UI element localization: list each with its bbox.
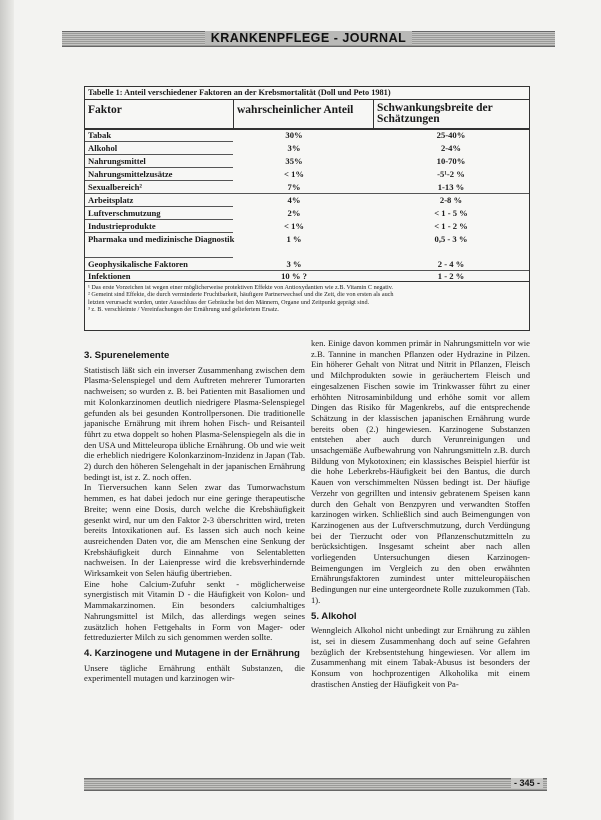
- table-row: Industrieprodukte < 1% < 1 - 2 %: [88, 221, 468, 231]
- left-column: [84, 349, 305, 684]
- factor-table: [84, 86, 530, 331]
- page-number: - 345 -: [511, 778, 543, 788]
- paragraph: Eine hohe Calcium-Zufuhr senkt - möglicherweise synergistisch mit Vitamin D - die Häufigkeit von Kolon- und Mammakarzinomen. Ein besonders calciumhaltiges Nahrungsmittel ist Milch, das allerdings wegen seines zusätzlich hohen Fettgehalts in Form von Mager- oder fettreduzierter Milch zu sich genommen werden sollte.: [84, 578, 305, 643]
- right-column: [311, 338, 530, 690]
- table-row: Sexualbereich² 7% 1-13 %: [88, 182, 465, 192]
- table-row: Luftverschmutzung 2% < 1 - 5 %: [88, 208, 468, 218]
- section-heading: 4. Karzinogene und Mutagene in der Ernährung: [84, 647, 300, 659]
- section-heading: 5. Alkohol: [311, 610, 357, 622]
- paragraph: Unsere tägliche Ernährung enthält Substanzen, die experimentell mutagen und karzinogen wir-: [84, 662, 305, 684]
- table-bottom-rule: [85, 281, 529, 282]
- paragraph: Wenngleich Alkohol nicht unbedingt zur Ernährung zu zählen ist, sei in diesem Zusammenhang doch auf seine Gefahren bezüglich der Krebsentstehung hingewiesen. Vor allem im Zusammenhang mit einem Tabak-Abusus ist besonders der Konsum von hochprozentigen Alkoholika mit einem drastischen Anstieg der Häufigkeit von Pa-: [311, 625, 530, 689]
- table-caption: Tabelle 1: Anteil verschiedener Faktoren an der Krebsmortalität (Doll und Peto 1981): [88, 88, 391, 97]
- paragraph: ken. Einige davon kommen primär in Nahrungsmitteln vor wie z.B. Tannine in manchen Pflanzen oder Hydrazine in Pilzen. Ein höherer Gehalt von Nitrat und Nitrit in Pflanzen, Fleisch und Milchprodukten sowie in geräuchertem Fleisch und eingesalzenen Fischen sowie im Trinkwasser führt zu einer erhöhten Nitrosaminbildung und erhöhe somit vor allem Dingen das Risiko für Magenkrebs, auf die entsprechende Schätzung in der klassischen japanischen Ernährung wurde bereits oben (2.) hingewiesen. Karzinogene Substanzen entstehen aber auch durch Verunreinigungen und unsachgemäße Aufbewahrung von Nahrungsmitteln z.B. durch Bildung von Mykotoxinen; ein klassisches Beispiel hierfür ist die hohe Leberkrebs-Häufigkeit bei den Bantus, die durch Kauen von verschimmelten Nüssen bedingt ist. Der häufige Verzehr von gegrillten und intensiv gebratenem Speisen kann durch den Gehalt von Benzpyren und verwandten Stoffen karzinogen wirken. Schließlich sind auch Beimengungen von Karzinogenen aus der Luftverschmutzung, durch Verdüngung bei der Tierzucht oder von Pflanzenschutzmitteln zu berücksichtigen. Insgesamt scheint aber nach allen vorliegenden Untersuchungen diesen Karzinogen-Beimengungen im Vergleich zu den oben erwähnten Ernährungsfaktoren zumindest unter mitteleuropäischen Bedingungen nur eine untergeordnete Rolle zuzukommen (Tab. 1).: [311, 338, 530, 605]
- table-row: Tabak 30% 25-40%: [88, 130, 466, 140]
- table-header-row: [85, 99, 529, 130]
- column-header-probable: wahrscheinlicher Anteil: [237, 104, 354, 116]
- paragraph: Statistisch läßt sich ein inverser Zusammenhang zwischen dem Plasma-Selenspiegel und dem Auftreten mehrerer Tumorarten nachweisen; so wurden z. B. bei Patienten mit Basaliomen und mit Kolonkarzinomen deutlich niedrigere Plasma-Selenspiegel gefunden als bei gesunden Kontrollpersonen. Die traditionelle japanische Ernährung mit ihrem hohen Fisch- und Reisanteil führt zu etwa doppelt so hohen Plasma-Selenspiegeln als die in den USA und Mitteleuropa übliche Ernährung. Ob und wie weit die erheblich niedrigere Kolonkarzinom-Inzidenz in Japan (Tab. 2) durch den höheren Selengehalt in der japanischen Ernährung bedingt ist, ist z. Z. noch offen.: [84, 364, 305, 482]
- footnote: ¹ Das erste Vorzeichen ist wegen einer möglicherweise protektiven Effekte von Antioxydantien wie z.B. Vitamin C negativ.: [88, 284, 393, 291]
- table-row: Alkohol 3% 2-4%: [88, 143, 462, 153]
- footnote: letzten verursacht wurden, unter Ausschluss der Gebräuche bei den Männern, Organe und Zeitpunkt geprägt sind.: [88, 298, 370, 306]
- table-row: Nahrungsmittel 35% 10-70%: [88, 156, 466, 166]
- table-row: Infektionen 10 % ? 1 - 2 %: [88, 271, 465, 281]
- table-footnotes: [88, 284, 526, 314]
- page-footer: [84, 778, 547, 791]
- footnote: ² Gemeint sind Effekte, die durch verminderte Fruchtbarkeit, häufigere Partnerwechsel und die Zeit, die von ersten als auch: [88, 291, 394, 299]
- column-divider: [373, 100, 374, 128]
- footnote: ³ z. B. verschleimte / Vereinfachungen der Ernährung und geliefertem Ersatz.: [88, 306, 279, 314]
- journal-title: KRANKENPFLEGE - JOURNAL: [205, 31, 413, 45]
- table-row: Nahrungsmittelzusätze < 1% -5¹-2 %: [88, 169, 465, 179]
- table-row: Arbeitsplatz 4% 2-8 %: [88, 195, 463, 205]
- table-row: Pharmaka und medizinische Diagnostik 1 % 0,5 - 3 %: [88, 234, 468, 244]
- column-header-factor: Faktor: [88, 104, 122, 116]
- section-heading: 3. Spurenelemente: [84, 350, 170, 361]
- column-divider: [233, 100, 234, 128]
- scan-edge: [0, 0, 14, 820]
- journal-header: [62, 31, 555, 47]
- column-header-range: Schwankungsbreite der Schätzungen: [377, 102, 493, 125]
- table-row: Geophysikalische Faktoren 3 % 2 - 4 %: [88, 259, 465, 269]
- paragraph: In Tierversuchen kann Selen zwar das Tumorwachstum hemmen, es hat dabei jedoch nur eine geringe therapeutische Breite; wenn eine Dosis, durch welche die Krebshäufigkeit gesenkt wird, nur um den Faktor 2-3 überschritten wird, treten bereits Intoxikationen auf. Es lassen sich auch noch keine ausreichenden Daten vor, die am Menschen eine Senkung der Krebshäufigkeit durch Einnahme von Selentabletten nachweisen. In der Laienpresse wird die krebsverhindernde Wirksamkeit von Selen häufig übertrieben.: [84, 482, 305, 579]
